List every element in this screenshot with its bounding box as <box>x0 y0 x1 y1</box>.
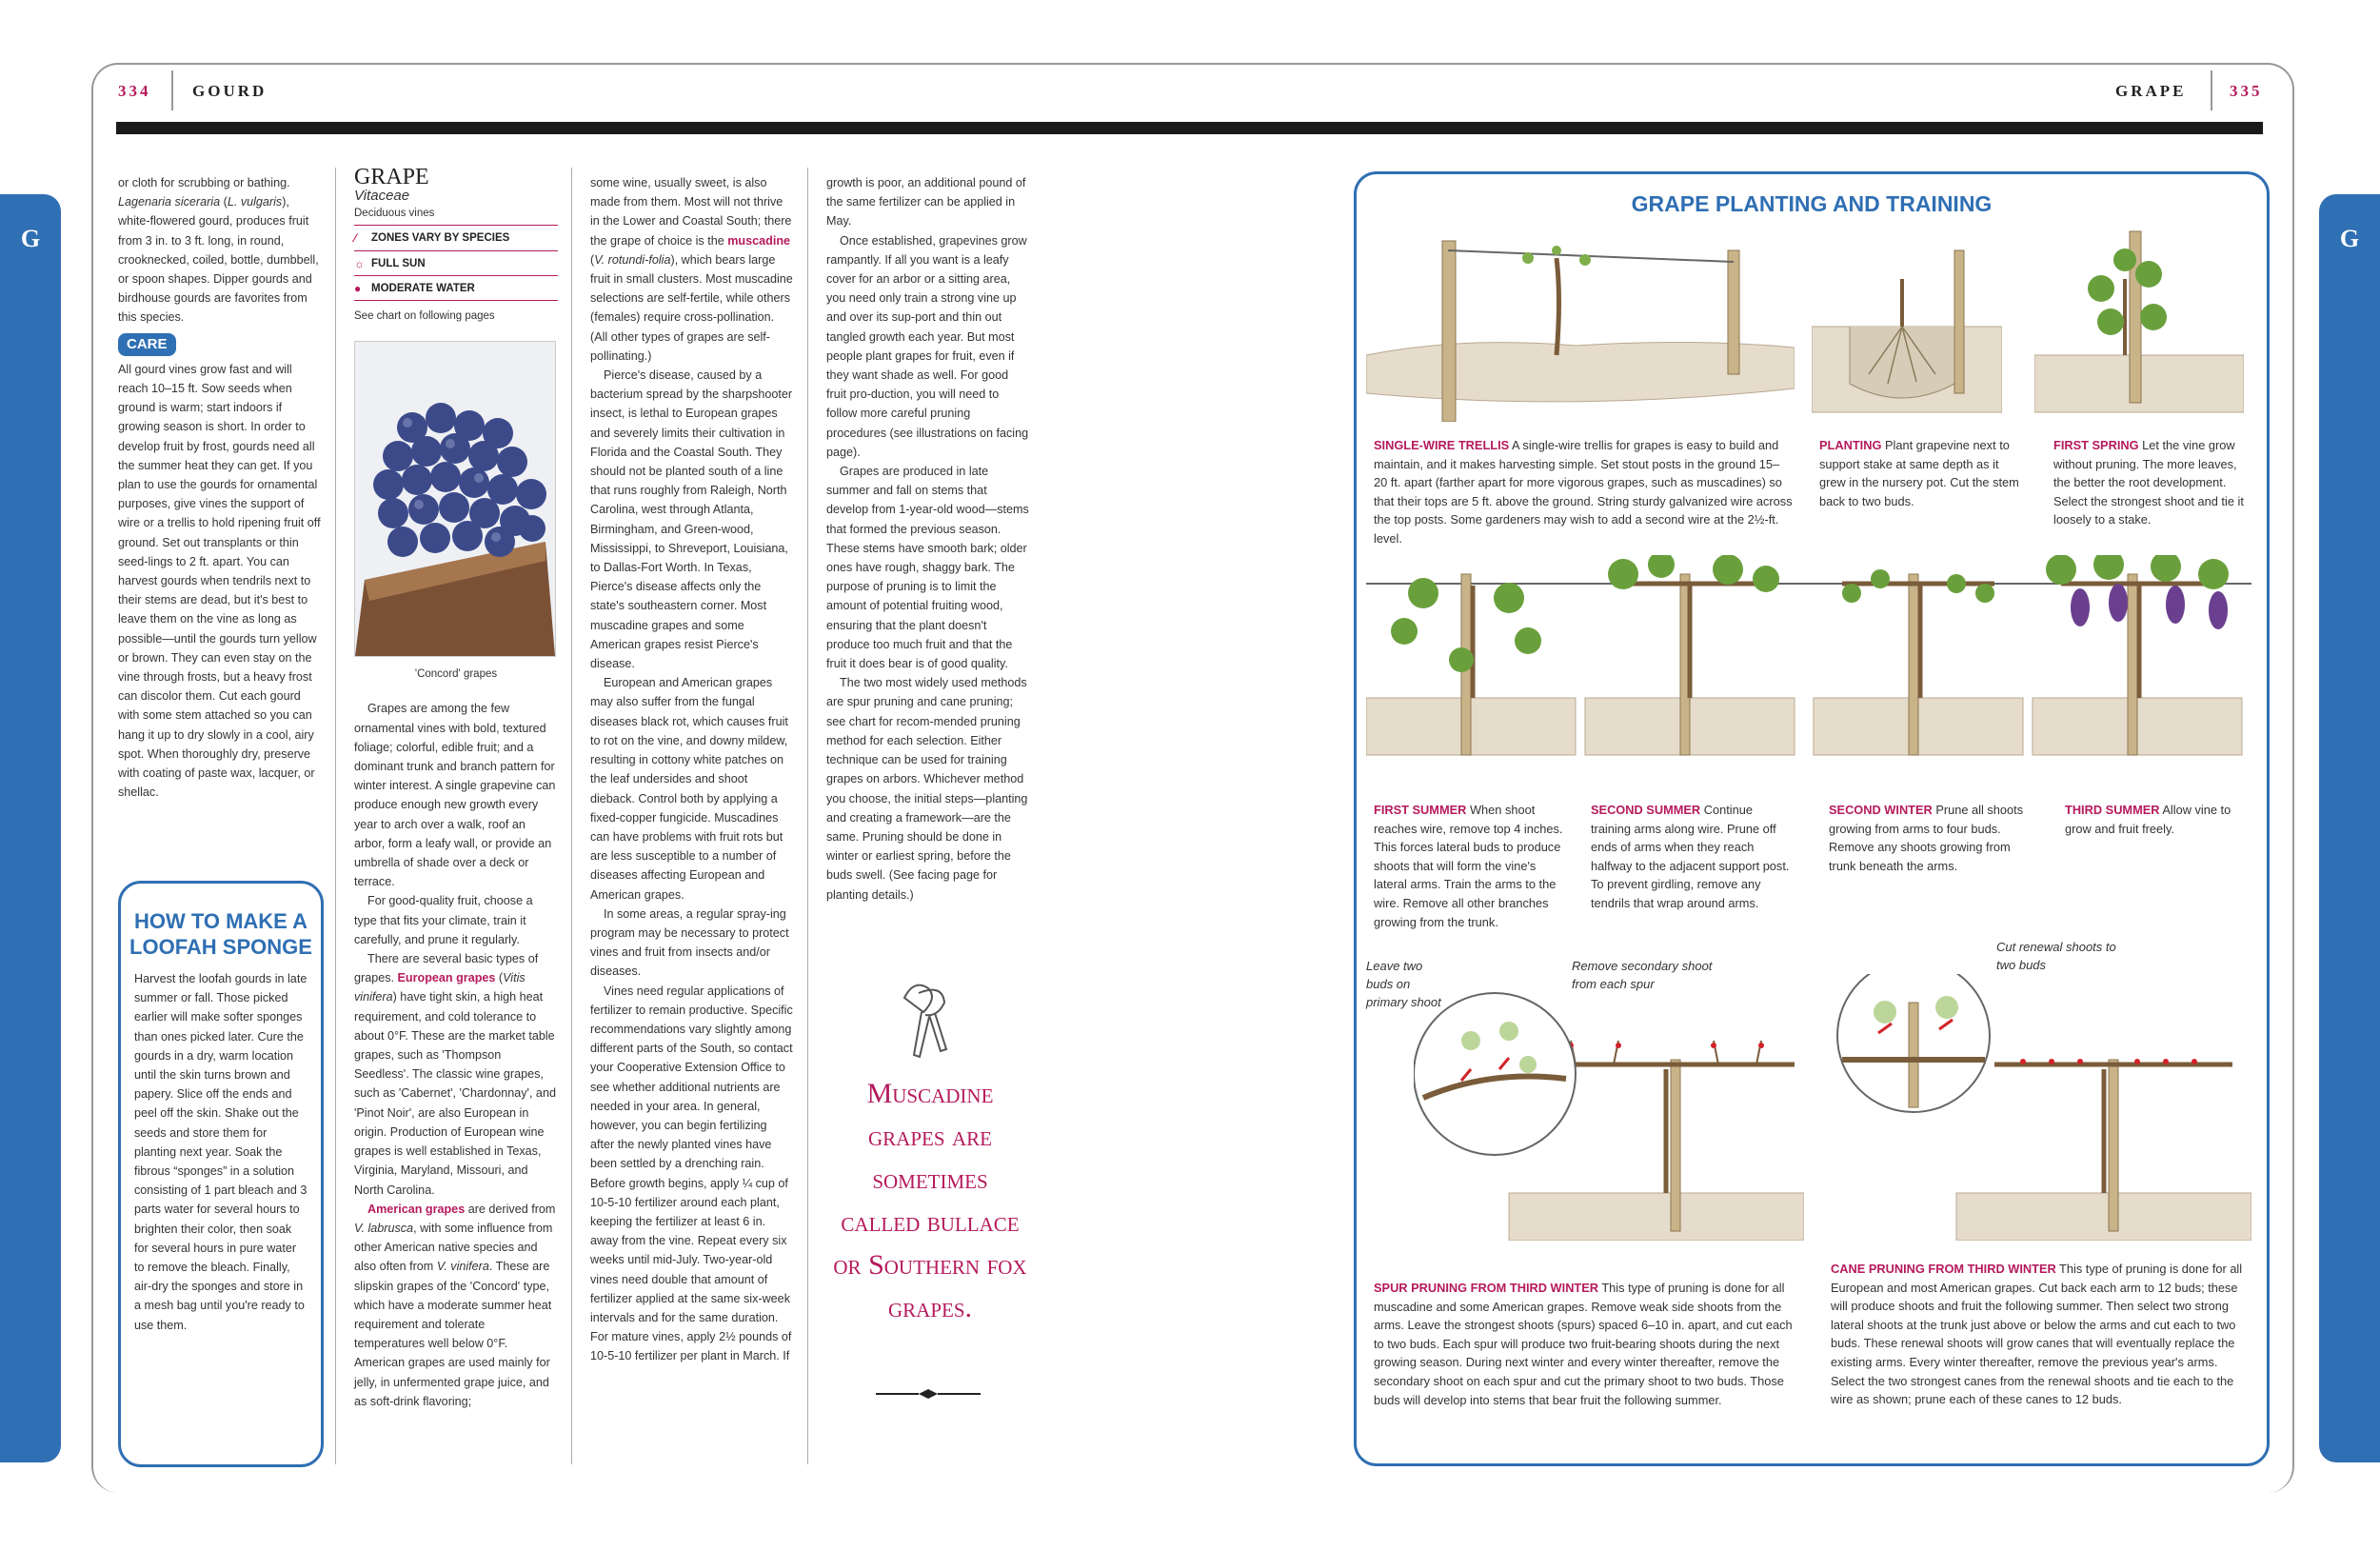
planting-training-panel <box>1354 171 2270 1466</box>
leave-two-annotation: Leave two buds on primary shoot <box>1366 959 1441 1009</box>
grape-paragraph: There are several basic types of grapes. European grapes (Vitis vinifera) have tight skin, a high heat requirement, and cold tolerance to about 0°F. These are the market table grapes, such as 'Thompson Seedless'. The classic wine grapes, such as 'Cabernet', 'Chardonnay', and 'Pinot Noir', are also European in origin. Production of European wine grapes is well established in Texas, Virginia, Maryland, Missouri, and North Carolina. <box>354 952 556 1197</box>
zone-icon: ⁄ <box>354 231 357 246</box>
entry-title: GRAPE <box>354 165 429 189</box>
sidebar-title: HOW TO MAKE A LOOFAH SPONGE <box>129 909 312 959</box>
grape-paragraph: American grapes are derived from V. labrusca, with some influence from other American native species and also often from V. vinifera. These are slipskin grapes of the 'Concord' type, which have a moderate summer heat requirement and tolerate temperatures well below 0°F. American grapes are used mainly for jelly, in unfermented grape juice, and as soft-drink flavoring; <box>354 1202 556 1408</box>
running-head-left: GOURD <box>192 82 268 100</box>
divider <box>171 70 173 110</box>
first-summer-caption: FIRST SUMMER When shoot reaches wire, remove top 4 inches. This forces lateral buds to produce shoots that will form the vine's lateral arms. Train the arms to the wire. Remove all other branches growing from the trunk. <box>1374 803 1563 929</box>
grape-paragraph: some wine, usually sweet, is also made from them. Most will not thrive in the Lower and Coastal South; there the grape of choice is the muscadine (V. rotundi-folia), which bears large fruit in small clusters. Most muscadine selections are self-fertile, while others (females) require cross-pollination. (All other types of grapes are self-pollinating.) <box>590 176 793 363</box>
third-summer-caption: THIRD SUMMER Allow vine to grow and fruit freely. <box>2065 803 2231 836</box>
grape-paragraph: Pierce's disease, caused by a bacterium spread by the sharpshooter insect, is lethal to European grapes and severely limits their cultivation in Florida and the Coastal South. They should not be planted south of a line that runs roughly from Raleigh, North Carolina, west through Atlanta, Birmingham, and Green-wood, Mississippi, to Shreveport, Louisiana, to Dallas-Fort Worth. In Texas, Pierce's disease affects only the state's southeastern corner. Most muscadine grapes and some American grapes resist Pierce's disease. <box>590 368 793 671</box>
running-head-right: GRAPE <box>2115 82 2187 100</box>
spur-pruning-illustration <box>1414 974 1804 1241</box>
grapes-image <box>355 342 555 656</box>
divider <box>2211 70 2212 110</box>
second-summer-caption: SECOND SUMMER Continue training arms along wire. Prune off ends of arms when they reach halfway to the adjacent support post. To prevent girdling, remove any tendrils that wrap around arms. <box>1591 803 1790 910</box>
sun-icon: ☼ <box>354 256 365 270</box>
panel-title: GRAPE PLANTING AND TRAINING <box>1631 191 1993 216</box>
section-tab-right[interactable] <box>2319 194 2380 1462</box>
water-drop-icon: ● <box>354 281 362 295</box>
trellis-caption: SINGLE-WIRE TRELLIS A single-wire trellis for grapes is easy to build and maintain, and it makes harvesting simple. Set stout posts in the ground 15–20 ft. apart (farther apart for more vigorous grapes, such as muscadines) so that their tops are 5 ft. above the ground. String sturdy galvanized wire across the top posts. Some gardeners may wish to add a second wire at the 2½-ft. level. <box>1374 438 1793 546</box>
single-wire-trellis-illustration <box>1366 222 1795 422</box>
gourd-paragraph: or cloth for scrubbing or bathing. Lagenaria siceraria (L. vulgaris), white-flowered gourd, produces fruit from 3 in. to 3 ft. long, in round, crooknecked, coiled, bottle, dumbbell, or spoon shapes. Dipper gourds and birdhouse gourds are favorites from this species. <box>118 176 319 325</box>
zone-attribute: ⁄ ZONES VARY BY SPECIES <box>354 225 558 249</box>
ornament-divider <box>876 1388 981 1400</box>
grape-column-4 <box>826 173 1030 905</box>
family-name: Vitaceae <box>354 188 410 205</box>
training-sequence-illustration <box>1366 555 2251 774</box>
sidebar-body: Harvest the loofah gourds in late summer or fall. Those picked earlier will make softer sponges than ones picked later. Cure the gourds in a dry, warm location until the skin turns brown and papery. Slice off the ends and peel off the skin. Shake out the seeds and store them for planting next year. Soak the fibrous “sponges” in a solution consisting of 1 part bleach and 3 parts water for several hours to brighten their color, then soak for several hours in pure water to remove the bleach. Finally, air-dry the sponges and store in a mesh bag until you're ready to use them. <box>134 972 307 1332</box>
grape-paragraph: Vines need regular applications of fertilizer to remain productive. Specific recommendations vary slightly among different parts of the South, so contact your Cooperative Extension Office to see whether additional nutrients are needed in your area. In general, however, you can begin fertilizing after the newly planted vines have been settled by a drenching rain. Before growth begins, apply ¼ cup of 10-5-10 fertilizer around each plant, keeping the fertilizer at least 6 in. away from the vine. Repeat every six weeks until mid-July. Two-year-old vines need double that amount of fertilizer applied at the same six-week intervals and for the same duration. For mature vines, apply 2½ pounds of 10-5-10 fertilizer per plant in March. If <box>590 984 793 1363</box>
grape-paragraph: In some areas, a regular spray-ing program may be necessary to protect vines and fruit from insects and/or diseases. <box>590 906 789 979</box>
grape-paragraph: The two most widely used methods are spur pruning and cane pruning; see chart for recom-mended pruning method for each selection. Either technique can be used for training grapes on arbors. Whichever method you choose, the initial steps—planting and creating a framework—are the same. Pruning should be done in winter or earliest spring, before the buds swell. (See facing page for planting details.) <box>826 676 1028 902</box>
grape-paragraph: For good-quality fruit, choose a type that fits your climate, train it carefully, and prune it regularly. <box>354 894 533 946</box>
section-tab-left[interactable] <box>0 194 61 1462</box>
gourd-column <box>118 173 324 803</box>
second-winter-caption: SECOND WINTER Prune all shoots growing from arms to four buds. Remove any shoots growing from trunk beneath the arms. <box>1829 803 2024 873</box>
pruning-shears-icon <box>885 969 962 1064</box>
sun-attribute: ☼ FULL SUN <box>354 250 558 275</box>
photo-caption: 'Concord' grapes <box>414 668 498 681</box>
grape-paragraph: Once established, grapevines grow rampantly. If all you want is a leafy cover for an arbor or a sitting area, you need only train a strong vine up and over its sup-port and thin out tangled growth each year. But most people plant grapes for fruit, even if they want shade as well. For good fruit pro-duction, you will need to follow more careful pruning procedures (see illustrations on facing page). <box>826 233 1029 459</box>
tab-letter: G <box>20 225 41 252</box>
remove-secondary-annotation: Remove secondary shoot from each spur <box>1572 959 1713 991</box>
page-number-left: 334 <box>118 82 151 100</box>
water-attribute: ● MODERATE WATER <box>354 275 558 301</box>
care-paragraph: All gourd vines grow fast and will reach 10–15 ft. Sow seeds when ground is warm; start indoors if growing season is short. In order to develop fruit by frost, gourds need all the summer heat they can get. If you plan to use the gourds for ornamental purposes, give vines the support of wire or a trellis to hold ripening fruit off ground. Set out transplants or thin seed-lings to 2 ft. apart. You can harvest gourds when tendrils next to their stems are dead, but it's best to leave them on the vine as long as possible—until the gourds turn yellow or brown. They can even stay on the vine through frosts, but a heavy frost can discolor them. Cut each gourd with some stem attached so you can hang it up to dry slowly in a cool, airy spot. When thoroughly dry, preserve with coating of paste wax, lacquer, or shellac. <box>118 362 321 800</box>
first-spring-caption: FIRST SPRING Let the vine grow without pruning. The more leaves, the better the root development. Select the strongest shoot and tie it loosely to a stake. <box>2053 438 2244 527</box>
page-number-right: 335 <box>2230 82 2263 100</box>
grape-column <box>354 165 558 1411</box>
planting-caption: PLANTING Plant grapevine next to support stake at same depth as it grew in the nursery pot. Cut the stem back to two buds. <box>1819 438 2019 508</box>
grape-column-3 <box>590 173 794 1366</box>
plant-type: Deciduous vines <box>354 208 435 220</box>
column-rule <box>571 168 572 1464</box>
planting-illustration <box>1812 222 2002 422</box>
first-spring-illustration <box>2034 222 2244 422</box>
spur-pruning-caption: SPUR PRUNING FROM THIRD WINTER This type of pruning is done for all muscadine and some American grapes. Remove weak side shoots from the arms. Leave the strongest shoots (spurs) spaced 6–10 in. apart, and cut each to two buds. Each spur will produce two fruit-bearing shoots during the next growing season. During next winter and every winter thereafter, remove the secondary shoot on each spur and cut the primary shoot to two buds. Those buds will develop into stems that bear fruit the following summer. <box>1374 1281 1793 1407</box>
cane-pruning-illustration <box>1833 974 2251 1241</box>
column-rule <box>335 168 336 1464</box>
grape-paragraph: growth is poor, an additional pound of the same fertilizer can be applied in May. <box>826 176 1026 229</box>
grape-paragraph: European and American grapes may also suffer from the fungal diseases black rot, which causes fruit to rot on the vine, and downy mildew, resulting in cottony white patches on the leaf undersides and shoot dieback. Control both by applying a fixed-copper fungicide. Muscadines can have problems with fruit rots but are less susceptible to a number of diseases affecting European and American grapes. <box>590 676 788 902</box>
grape-paragraph: Grapes are among the few ornamental vines with bold, textured foliage; colorful, edible fruit; and a dominant trunk and branch pattern for winter interest. A single grapevine can produce enough new growth every year to arch over a walk, roof an arbor, form a leafy wall, or provide an umbrella of shade over a deck or terrace. <box>354 702 556 889</box>
cut-renewal-annotation: Cut renewal shoots to two buds <box>1996 940 2116 972</box>
column-rule <box>807 168 808 1464</box>
header-rule <box>116 122 2263 134</box>
cane-pruning-caption: CANE PRUNING FROM THIRD WINTER This type of pruning is done for all European and most American grapes. Cut back each arm to 12 buds; these will produce shoots and fruit the following summer. Then select two strong lateral shoots at the trunk just above or below the arms and cut each to two buds. These renewal shoots will grow canes that will eventually replace the existing arms. Every winter thereafter, remove the previous year's arms. Select the two strongest canes from the renewal shoots and tie each to the wire as shown; prune each of these canes to 12 buds. <box>1831 1262 2243 1407</box>
loofah-sidebar <box>118 881 324 1467</box>
care-badge: CARE <box>118 333 176 356</box>
concord-grapes-photo <box>354 341 556 657</box>
grape-paragraph: Grapes are produced in late summer and fall on stems that develop from 1-year-old wood—stems that formed the previous season. These stems have smooth bark; older ones have rough, shaggy bark. The purpose of pruning is to limit the amount of potential fruiting wood, ensuring that the plant doesn't produce too much fruit and that the fruit it does bear is of good quality. <box>826 465 1029 671</box>
tab-letter: G <box>2339 225 2360 252</box>
chart-reference: See chart on following pages <box>354 310 495 323</box>
pull-quote: Muscadine grapes are sometimes called bullace or Southern fox grapes. <box>833 1078 1027 1323</box>
